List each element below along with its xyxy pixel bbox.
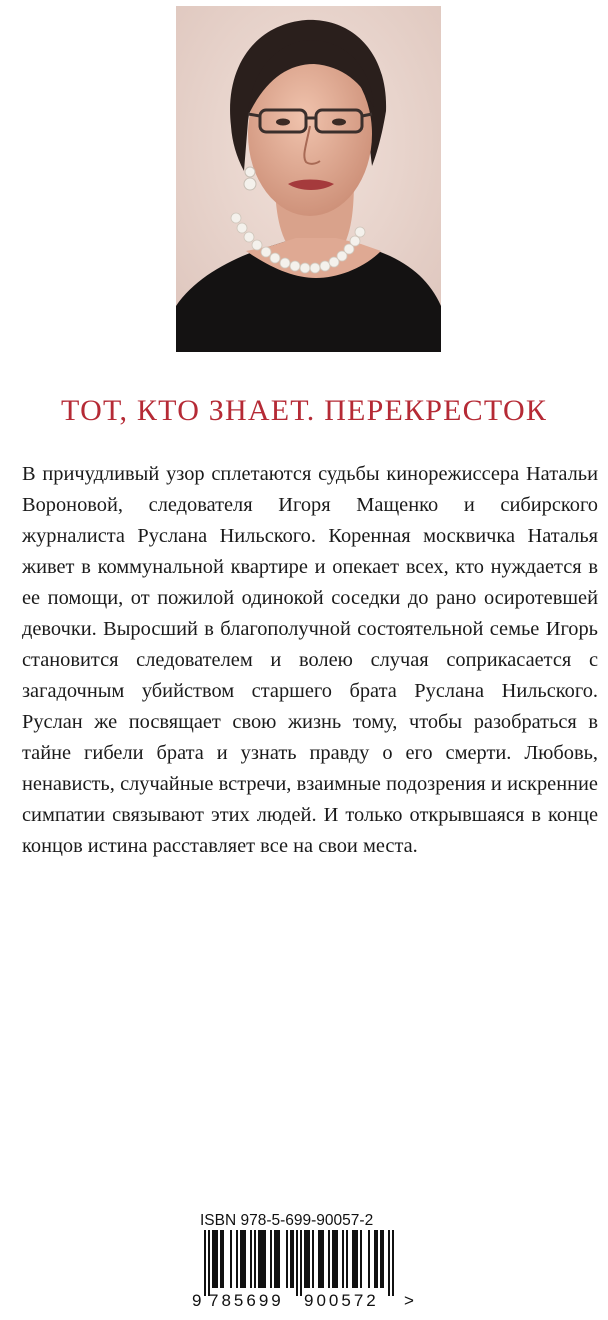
barcode-digit-first: 9 — [192, 1291, 202, 1310]
barcode-bar — [292, 1230, 294, 1288]
barcode-bar — [250, 1230, 252, 1288]
barcode-bar — [328, 1230, 330, 1288]
barcode-bar — [276, 1230, 278, 1288]
barcode-bar — [300, 1230, 302, 1296]
barcode-bar — [212, 1230, 214, 1288]
barcode-bar — [244, 1230, 246, 1288]
barcode-digits-right: 900572 — [304, 1291, 379, 1310]
barcode-bar — [278, 1230, 280, 1288]
barcode-bar — [236, 1230, 238, 1288]
barcode-bar — [260, 1230, 262, 1288]
barcode-bar — [352, 1230, 354, 1288]
barcode-digits-left: 785699 — [209, 1291, 284, 1310]
isbn-label: ISBN 978-5-699-90057-2 — [200, 1212, 374, 1229]
barcode-bar — [214, 1230, 216, 1288]
barcode-bar — [322, 1230, 324, 1288]
barcode-bar — [306, 1230, 308, 1288]
barcode-bar — [262, 1230, 264, 1288]
barcode-bar — [204, 1230, 206, 1296]
book-title: ТОТ, КТО ЗНАЕТ. ПЕРЕКРЕСТОК — [60, 394, 548, 427]
barcode-bar — [208, 1230, 210, 1296]
barcode-bar — [336, 1230, 338, 1288]
barcode-bar — [216, 1230, 218, 1288]
barcode-bar — [374, 1230, 376, 1288]
barcode-bar — [368, 1230, 370, 1288]
barcode-quiet-zone-marker: > — [404, 1291, 414, 1310]
barcode-bar — [296, 1230, 298, 1296]
barcode-bar — [308, 1230, 310, 1288]
barcode-bar — [220, 1230, 222, 1288]
barcode-bar — [270, 1230, 272, 1288]
barcode-bar — [356, 1230, 358, 1288]
barcode-bar — [318, 1230, 320, 1288]
barcode-bar — [342, 1230, 344, 1288]
barcode-bar — [274, 1230, 276, 1288]
barcode-bar — [334, 1230, 336, 1288]
book-annotation: В причудливый узор сплетаются судьбы кинорежиссера Натальи Вороновой, следователя Игоря Мащенко и сибирского журналиста Руслана Нильского. Коренная москвичка Наталья живет в коммунальной квартире и опекает всех, кто нуждается в ее помощи, от пожилой одинокой соседки до рано осиротевшей девочки. Выросший в благополучной состоятельной семье Игорь становится следователем и волею случая соприкасается с загадочным убийством старшего брата Руслана Нильского. Руслан же посвящает свою жизнь тому, чтобы разобраться в тайне гибели брата и узнать правду о его смерти. Любовь, ненависть, случайные встречи, взаимные подозрения и искренние симпатии связывают этих людей. И только открывшаяся в конце концов истина расставляет все на свои места. — [22, 463, 598, 857]
barcode-bar — [290, 1230, 292, 1288]
barcode-bar — [286, 1230, 288, 1288]
barcode-bar — [230, 1230, 232, 1288]
barcode-bar — [312, 1230, 314, 1288]
barcode — [192, 1230, 422, 1310]
barcode-bar — [380, 1230, 382, 1288]
barcode-bar — [254, 1230, 256, 1288]
barcode-bar — [376, 1230, 378, 1288]
barcode-bar — [360, 1230, 362, 1288]
barcode-bar — [392, 1230, 394, 1296]
barcode-bar — [354, 1230, 356, 1288]
barcode-bar — [346, 1230, 348, 1288]
ean-13-barcode-icon — [192, 1230, 422, 1310]
barcode-bar — [304, 1230, 306, 1288]
author-portrait-icon — [176, 6, 441, 352]
author-photo — [176, 6, 441, 352]
barcode-bar — [240, 1230, 242, 1288]
barcode-bar — [258, 1230, 260, 1288]
barcode-bar — [242, 1230, 244, 1288]
barcode-bar — [388, 1230, 390, 1296]
barcode-bar — [332, 1230, 334, 1288]
barcode-bar — [264, 1230, 266, 1288]
barcode-bar — [222, 1230, 224, 1288]
barcode-bar — [382, 1230, 384, 1288]
barcode-bar — [320, 1230, 322, 1288]
